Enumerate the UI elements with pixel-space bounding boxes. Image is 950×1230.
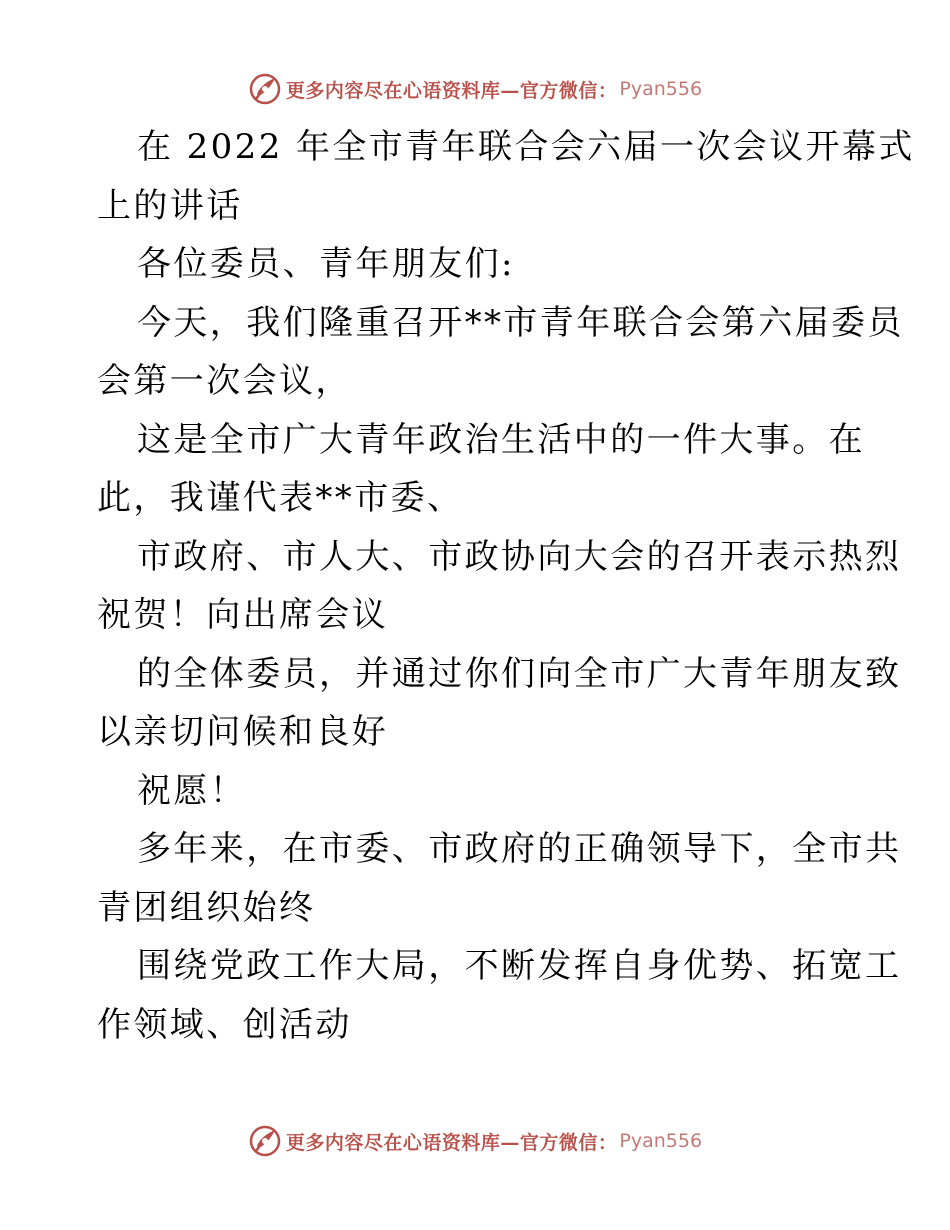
- watermark-text: 更多内容尽在心语资料库—官方微信：: [285, 1131, 618, 1154]
- text-line: 围绕党政工作大局，不断发挥自身优势、拓宽工: [137, 946, 902, 986]
- title-line-2: 上的讲话: [97, 185, 243, 226]
- header-watermark: [0, 72, 950, 106]
- pen-logo-icon: [248, 1124, 282, 1158]
- text-line: 祝贺！向出席会议: [97, 595, 389, 635]
- text-line: 的全体委员，并通过你们向全市广大青年朋友致: [137, 653, 902, 694]
- text-line: 此，我谨代表**市委、: [97, 478, 464, 518]
- text-line: 祝愿！: [137, 770, 247, 811]
- watermark-text: 更多内容尽在心语资料库—官方微信：: [285, 79, 618, 102]
- text-line: 作领域、创活动: [97, 1004, 352, 1045]
- text-line: 多年来，在市委、市政府的正确领导下，全市共: [137, 829, 902, 869]
- text-line: 这是全市广大青年政治生活中的一件大事。在: [137, 419, 865, 460]
- watermark-wechat-id: Pyan556: [619, 1130, 703, 1152]
- salutation: 各位委员、青年朋友们:: [137, 244, 515, 284]
- text-line: 青团组织始终: [97, 887, 316, 928]
- text-line: 市政府、市人大、市政协向大会的召开表示热烈: [137, 536, 902, 577]
- title-line-1: 在 2022 年全市青年联合会六届一次会议开幕式: [137, 127, 915, 167]
- footer-watermark: [0, 1124, 950, 1158]
- pen-logo-icon: [248, 72, 282, 106]
- speech-body: [97, 118, 915, 1054]
- text-line: 会第一次会议，: [97, 361, 352, 401]
- watermark-wechat-id: Pyan556: [619, 78, 703, 100]
- text-line: 以亲切问候和良好: [97, 712, 389, 752]
- text-line: 今天，我们隆重召开**市青年联合会第六届委员: [137, 302, 904, 343]
